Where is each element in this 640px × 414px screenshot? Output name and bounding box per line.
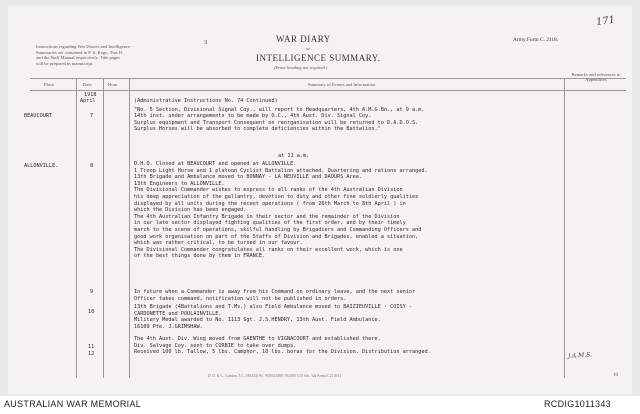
entry-line: in our late sector displayed fighting qualities of the first order, and by their timely bbox=[134, 220, 406, 227]
column-hour: Hour bbox=[108, 82, 118, 87]
entry-line: which the Division has been engaged. bbox=[134, 207, 247, 214]
corner-mark: 10 bbox=[613, 373, 618, 378]
column-date: Date bbox=[83, 82, 92, 87]
entry-line: The 4th Aust. Div. Wing moved from GAENTHE to VIGNACOURT and established there. bbox=[134, 336, 381, 342]
date-12: 12 bbox=[88, 351, 95, 357]
entry-line: "No. 5 Section, Divisional Signal Coy., will report to Headquarters, 4th A.M.G.Bn., at 9 a.m. bbox=[134, 106, 425, 113]
entry-allonville bbox=[134, 161, 428, 260]
title-note: (Erase heading not required.) bbox=[274, 65, 328, 70]
entry-line: In future when a Commander is away from his Command on ordinary leave, and the next senior bbox=[134, 289, 416, 295]
entry-line: march to the scene of operations, skilful handling by Brigadiers and Commanding Officers and bbox=[134, 226, 422, 233]
entry-line: The 4th Australian Infantry Brigade in their sector and the remainder of the Division bbox=[134, 213, 400, 220]
entry-line: 13th Brigade and Ambulance moved to BONNAY - LA NEUVILLE and DAOURS Area. bbox=[134, 174, 362, 181]
date-9: 9 bbox=[90, 289, 94, 295]
column-divider bbox=[76, 78, 77, 378]
entry-9 bbox=[134, 289, 415, 302]
entry-line: D.H.Q. Closed at BEAUCOURT and opened at ALLONVILLE. bbox=[134, 161, 297, 167]
header-top-rule bbox=[30, 78, 626, 79]
army-form-number: Army Form C. 2118. bbox=[513, 37, 559, 43]
date-7: 7 bbox=[90, 113, 94, 119]
column-remarks: Remarks and references to Appendices bbox=[571, 72, 621, 82]
date-10: 10 bbox=[88, 309, 95, 315]
entry-line: 1 Troop Light Horse and 1 platoon Cyclist Battalion attached. Quartering and rations arranged. bbox=[134, 167, 428, 174]
entry-line: of the best things done by them in FRANCE. bbox=[134, 253, 266, 260]
entry-line: (Administrative Instructions No. 74 Continued) bbox=[134, 98, 278, 104]
printer-imprint: D. D. & L., London, E.C. (A8434) Wt. W8954/M90 750,000 5/15 Sch. 52a Forms/C2118/11 bbox=[208, 374, 342, 378]
instructions-line: will be prepared in manuscript. bbox=[36, 60, 94, 66]
date-8: 8 bbox=[90, 163, 94, 169]
entry-line: 13th Brigade (4Battalions and T.Ms.) also Field Ambulance moved to BAIZIEUVILLE - COISY - bbox=[134, 304, 412, 310]
entry-line: 16109 Pte. J.GRIMSHAW. bbox=[134, 323, 203, 330]
header-bottom-rule bbox=[30, 90, 626, 91]
entry-line: The Divisional Commander congratulates all ranks on their excellent work, which is one bbox=[134, 246, 403, 253]
column-divider bbox=[129, 78, 130, 378]
entry-line: Military Medal awarded to No. 1113 Sgt. J.S.HENDRY, 13th Aust. Field Ambulance. bbox=[134, 317, 381, 324]
date-11: 11 bbox=[88, 344, 95, 350]
entry-line: Received 100 lb. Tallow, 5 lbs. Camphor, 10 lbs. borax for the Division. Distribution arranged. bbox=[134, 349, 431, 356]
diary-page bbox=[8, 6, 632, 394]
title-or: or bbox=[306, 46, 311, 51]
entry-10 bbox=[134, 304, 412, 330]
place-beaucourt: BEAUCOURT bbox=[24, 113, 53, 119]
title-war-diary: WAR DIARY bbox=[276, 34, 331, 44]
entry-line: 13th Engineers to ALLONVILLE. bbox=[134, 180, 225, 187]
entry-line: CARDONETTE and POULAINVILLE. bbox=[134, 310, 222, 317]
entry-line: his deep appreciation of the gallantry, devotion to duty and other fine soldierly qualities bbox=[134, 193, 419, 200]
handwritten-folio: 171 bbox=[595, 14, 616, 29]
entry-line: 14th inst. under arrangements to be made by O.C., 4th Aust. Div. Signal Coy. bbox=[134, 113, 372, 120]
time-11am: at 11 a.m. bbox=[278, 153, 310, 159]
column-summary: Summary of Events and Information bbox=[308, 82, 376, 87]
entry-line: Surplus Horses will be absorbed to complete deficiencies within the Battalion." bbox=[134, 126, 381, 133]
footer-record-id: RCDIG1011343 bbox=[544, 399, 611, 409]
instructions-line: and the Staff Manual respectively. Title pages bbox=[36, 55, 120, 61]
column-divider bbox=[103, 78, 104, 378]
footer-institution: AUSTRALIAN WAR MEMORIAL bbox=[4, 399, 142, 409]
entry-line: Surplus equipment and Transport Consequent on reorganisation will be returned to D.A.D.O.S. bbox=[134, 119, 419, 126]
column-place: Place bbox=[44, 82, 54, 87]
entry-line: displayed by all units during the recent operations ( from 26th March to 8th April ) in bbox=[134, 200, 406, 207]
place-allonville: ALLONVILLE. bbox=[24, 163, 59, 169]
entry-beaucourt bbox=[134, 98, 424, 133]
instructions-note bbox=[36, 44, 130, 66]
entry-line: Officer takes command, notification will not be published in orders. bbox=[134, 295, 347, 302]
entry-line: good work organisation on part of the Staffs of Division and Brigades, enabled a situation, bbox=[134, 233, 419, 240]
entry-line: Div. Salvage Coy. sent to CORBIE to take over dumps. bbox=[134, 342, 297, 349]
column-divider bbox=[564, 78, 565, 378]
entry-11 bbox=[134, 336, 431, 356]
title-intelligence-summary: INTELLIGENCE SUMMARY. bbox=[256, 53, 381, 63]
page-number: 3 bbox=[204, 40, 207, 46]
entry-line: The Divisional Commander wishes to express to all ranks of the 4th Australian Division bbox=[134, 187, 403, 194]
instructions-line: Instructions regarding War Diaries and Intelligence bbox=[36, 44, 131, 49]
entry-line: which was rather critical, to be turned in our favour. bbox=[134, 240, 303, 247]
year: 1918 bbox=[84, 92, 97, 98]
month: April bbox=[80, 98, 96, 104]
handwritten-initials: J.A.M.S. bbox=[567, 351, 593, 360]
archive-footer bbox=[0, 396, 640, 414]
instructions-line: Summaries are contained in F. S. Regs., Part II. bbox=[36, 49, 124, 55]
